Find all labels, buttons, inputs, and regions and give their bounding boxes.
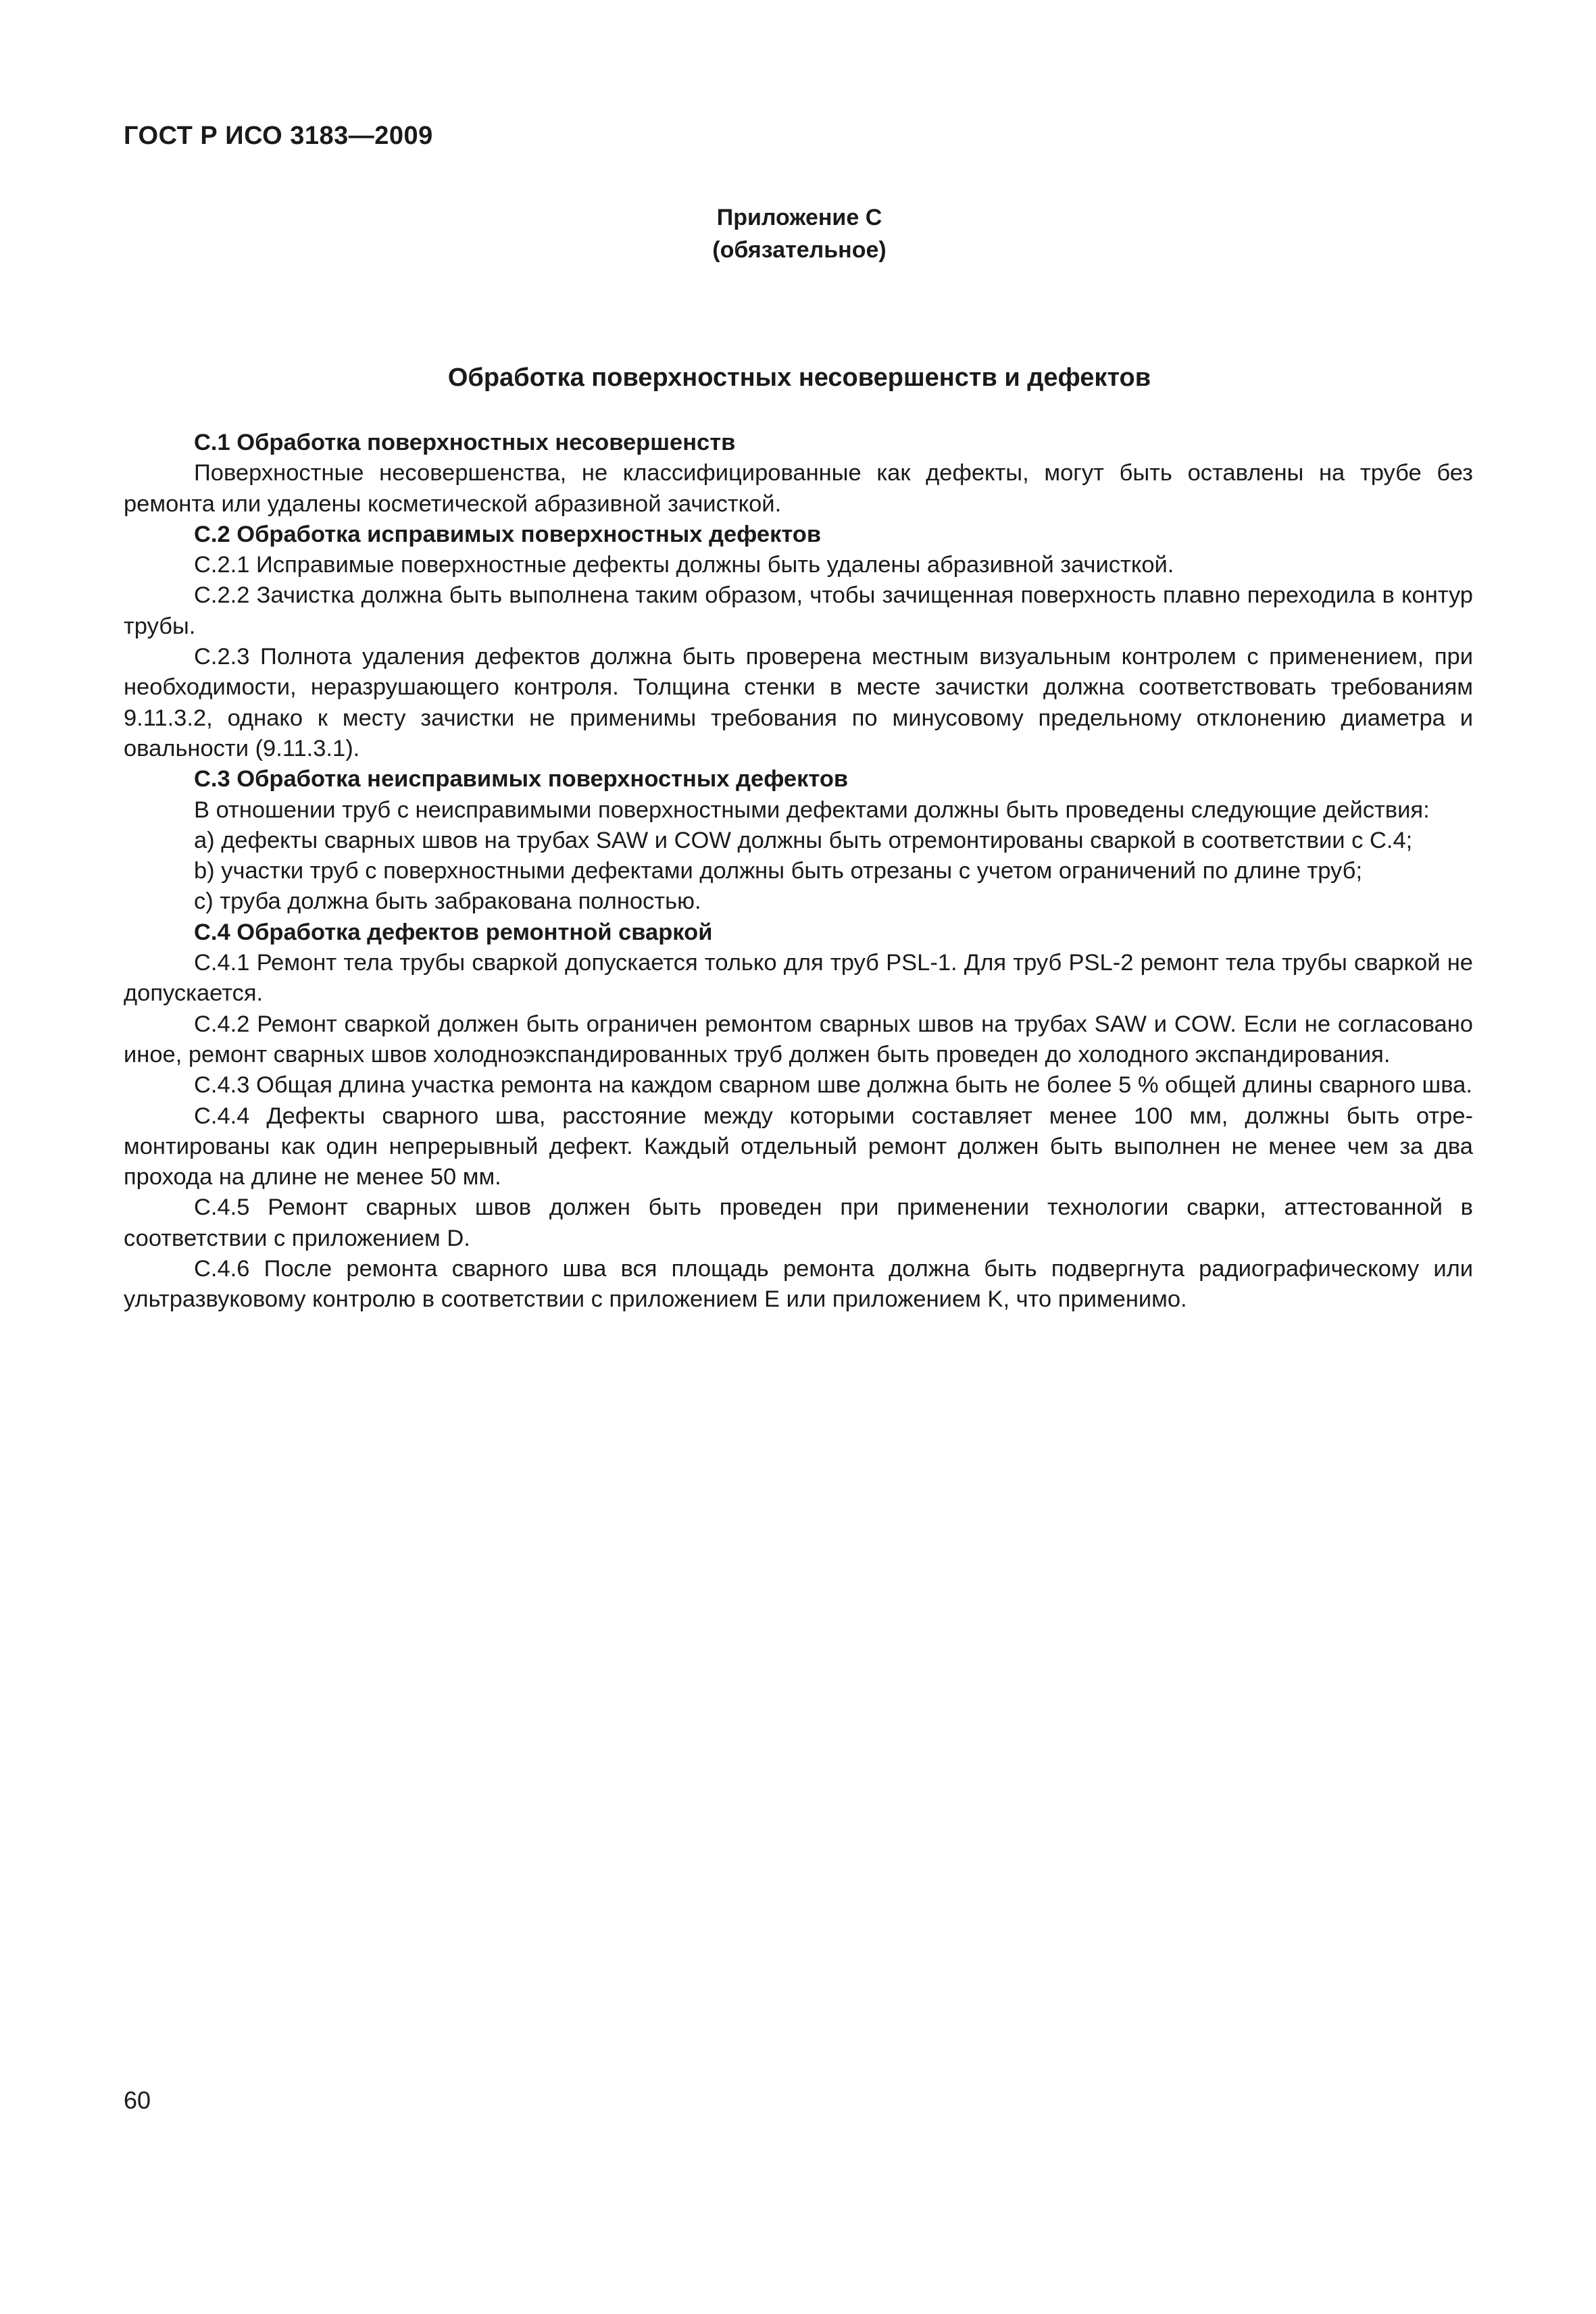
section-heading: С.4 Обработка дефектов ремонтной сваркой — [194, 919, 713, 945]
appendix-heading — [124, 201, 1475, 266]
paragraph: а) дефекты сварных швов на трубах SAW и COW должны быть отремонтированы сваркой в соответствии с С.4; — [194, 827, 1413, 853]
standard-header: ГОСТ Р ИСО 3183—2009 — [124, 122, 433, 150]
paragraph: С.2.2 Зачистка должна быть выполнена таким образом, чтобы зачищенная поверхность плавно переходила в контур трубы. — [124, 582, 1473, 639]
page-title: Обработка поверхностных несовершенств и дефектов — [447, 363, 1151, 392]
section-heading: С.3 Обработка неисправимых поверхностных дефектов — [194, 766, 849, 793]
paragraph: С.4.4 Дефекты сварного шва, расстояние между которыми составляет менее 100 мм, должны быть отремонтированы как один непрерывный дефект. Каждый отдельный ремонт должен быть выполнен не менее чем за два прохода на длине не менее 50 мм. — [124, 1103, 1473, 1190]
paragraph: С.2.1 Исправимые поверхностные дефекты должны быть удалены абразивной зачисткой. — [194, 552, 1174, 578]
document-body — [124, 428, 1473, 1315]
paragraph: С.4.3 Общая длина участка ремонта на каждом сварном шве должна быть не более 5 % общей длины сварного шва. — [194, 1072, 1472, 1099]
section-heading: С.2 Обработка исправимых поверхностных дефектов — [194, 521, 822, 547]
appendix-status: (обязательное) — [712, 237, 887, 263]
paragraph: b) участки труб с поверхностными дефектами должны быть отрезаны с учетом ограничений по длине труб; — [194, 858, 1363, 884]
page-number: 60 — [124, 2086, 151, 2114]
paragraph: С.4.1 Ремонт тела трубы сваркой допускается только для труб PSL-1. Для труб PSL-2 ремонт тела трубы сваркой не допускается. — [124, 950, 1473, 1007]
section-heading: С.1 Обработка поверхностных несовершенств — [194, 430, 736, 455]
paragraph: С.2.3 Полнота удаления дефектов должна быть проверена местным визуальным контролем с применением, при необходимости, неразрушающего контроля. Толщина стенки в месте зачистки должна соответствовать требованиям 9.11.3.2, однако к месту зачистки не применимы требования по минусовому предельному отклонению диаметра и овальности (9.11.3.1). — [124, 644, 1473, 761]
paragraph: В отношении труб с неисправимыми поверхностными дефектами должны быть проведены следующие действия: — [194, 797, 1430, 823]
paragraph: С.4.6 После ремонта сварного шва вся площадь ремонта должна быть подвергнута радиографическому или ультразвуковому контролю в соответствии с приложением Е или приложением K, что применимо. — [124, 1256, 1473, 1313]
appendix-label: Приложение С — [716, 205, 882, 230]
paragraph: С.4.5 Ремонт сварных швов должен быть проведен при применении технологии сварки, аттестованной в соответствии с приложением D. — [124, 1194, 1473, 1251]
paragraph: с) труба должна быть забракована полностью. — [194, 888, 701, 915]
paragraph: Поверхностные несовершенства, не классифицированные как дефекты, могут быть оставлены на трубе без ремонта или удалены косметической абразивной зачисткой. — [124, 460, 1473, 517]
paragraph: С.4.2 Ремонт сваркой должен быть ограничен ремонтом сварных швов на трубах SAW и COW. Если не согласовано иное, ремонт сварных швов холодноэкспандированных труб должен быть проведен до холодного экспандирования. — [124, 1011, 1473, 1067]
